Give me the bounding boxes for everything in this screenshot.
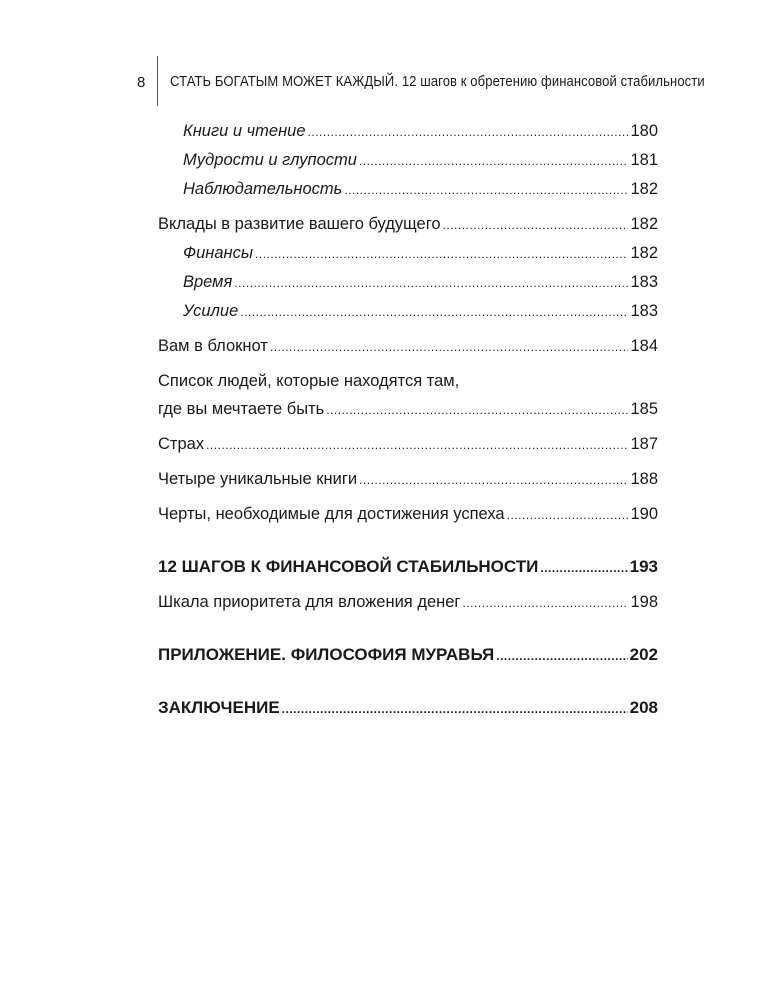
toc-entry — [158, 591, 658, 614]
toc-entry-label: Шкала приоритета для вложения денег — [158, 593, 461, 611]
toc-entry-label-line1: Список людей, которые находятся там, — [158, 372, 460, 390]
dot-leader — [240, 300, 628, 323]
toc-entry-label: Страх — [158, 435, 205, 453]
toc-entry — [158, 398, 658, 421]
toc-entry-label: ЗАКЛЮЧЕНИЕ — [158, 698, 280, 717]
dot-leader — [359, 468, 628, 491]
dot-leader — [255, 242, 628, 265]
toc-entry — [158, 149, 658, 172]
dot-leader — [359, 149, 629, 172]
toc-entry-page: 202 — [629, 645, 658, 664]
toc-entry-label: Вклады в развитие вашего будущего — [158, 215, 441, 233]
toc-entry-page: 183 — [630, 273, 658, 291]
toc-entry — [158, 335, 658, 358]
toc-chapter-entry — [158, 644, 658, 667]
toc-entry-page: 190 — [630, 505, 658, 523]
dot-leader — [282, 697, 628, 720]
toc-entry-label: Мудрости и глупости — [183, 151, 357, 169]
toc-chapter-entry — [158, 556, 658, 579]
toc-entry-label: Черты, необходимые для достижения успеха — [158, 505, 505, 523]
dot-leader — [270, 335, 629, 358]
dot-leader — [507, 503, 629, 526]
dot-leader — [326, 398, 628, 421]
toc-entry-label: Вам в блокнот — [158, 337, 268, 355]
toc-entry-page: 198 — [630, 593, 658, 611]
toc-entry-label: Четыре уникальные книги — [158, 470, 358, 488]
toc-entry — [158, 178, 658, 201]
toc-entry — [158, 271, 658, 294]
toc-entry — [158, 503, 658, 526]
page-header — [0, 56, 759, 116]
dot-leader — [443, 213, 629, 236]
toc-entry-page: 182 — [630, 244, 658, 262]
toc-entry-page: 188 — [630, 470, 658, 488]
dot-leader — [308, 120, 629, 143]
dot-leader — [344, 178, 628, 201]
dot-leader — [540, 556, 627, 579]
toc-entry-page: 193 — [629, 557, 658, 576]
toc-entry-label: ПРИЛОЖЕНИЕ. ФИЛОСОФИЯ МУРАВЬЯ — [158, 645, 495, 664]
toc-entry-page: 181 — [630, 151, 658, 169]
toc-entry-page: 208 — [629, 698, 658, 717]
toc-entry — [158, 433, 658, 456]
toc-entry-page: 182 — [630, 215, 658, 233]
toc-entry-label: 12 ШАГОВ К ФИНАНСОВОЙ СТАБИЛЬНОСТИ — [158, 557, 539, 576]
toc-entry-page: 183 — [630, 302, 658, 320]
toc-entry-page: 184 — [630, 337, 658, 355]
toc-entry — [158, 468, 658, 491]
toc-entry — [158, 300, 658, 323]
toc-entry-page: 180 — [630, 122, 658, 140]
toc-entry-label: Книги и чтение — [183, 122, 306, 140]
toc-entry-page: 185 — [630, 400, 658, 418]
toc-entry — [158, 213, 658, 236]
dot-leader — [496, 644, 627, 667]
toc-entry-label: Время — [183, 273, 233, 291]
dot-leader — [206, 433, 628, 456]
page-number: 8 — [137, 74, 146, 91]
toc-entry-label: Финансы — [183, 244, 254, 262]
running-head: СТАТЬ БОГАТЫМ МОЖЕТ КАЖДЫЙ. 12 шагов к обретению финансовой стабильности — [170, 74, 705, 90]
toc-entry — [158, 120, 658, 143]
toc-chapter-entry — [158, 697, 658, 720]
table-of-contents — [158, 118, 658, 717]
toc-entry-page: 187 — [630, 435, 658, 453]
toc-entry-label: где вы мечтаете быть — [158, 400, 325, 418]
toc-entry-page: 182 — [630, 180, 658, 198]
header-divider — [157, 56, 158, 106]
dot-leader — [234, 271, 628, 294]
toc-entry-label: Усилие — [183, 302, 239, 320]
toc-entry — [158, 242, 658, 265]
toc-entry-label: Наблюдательность — [183, 180, 343, 198]
dot-leader — [462, 591, 628, 614]
